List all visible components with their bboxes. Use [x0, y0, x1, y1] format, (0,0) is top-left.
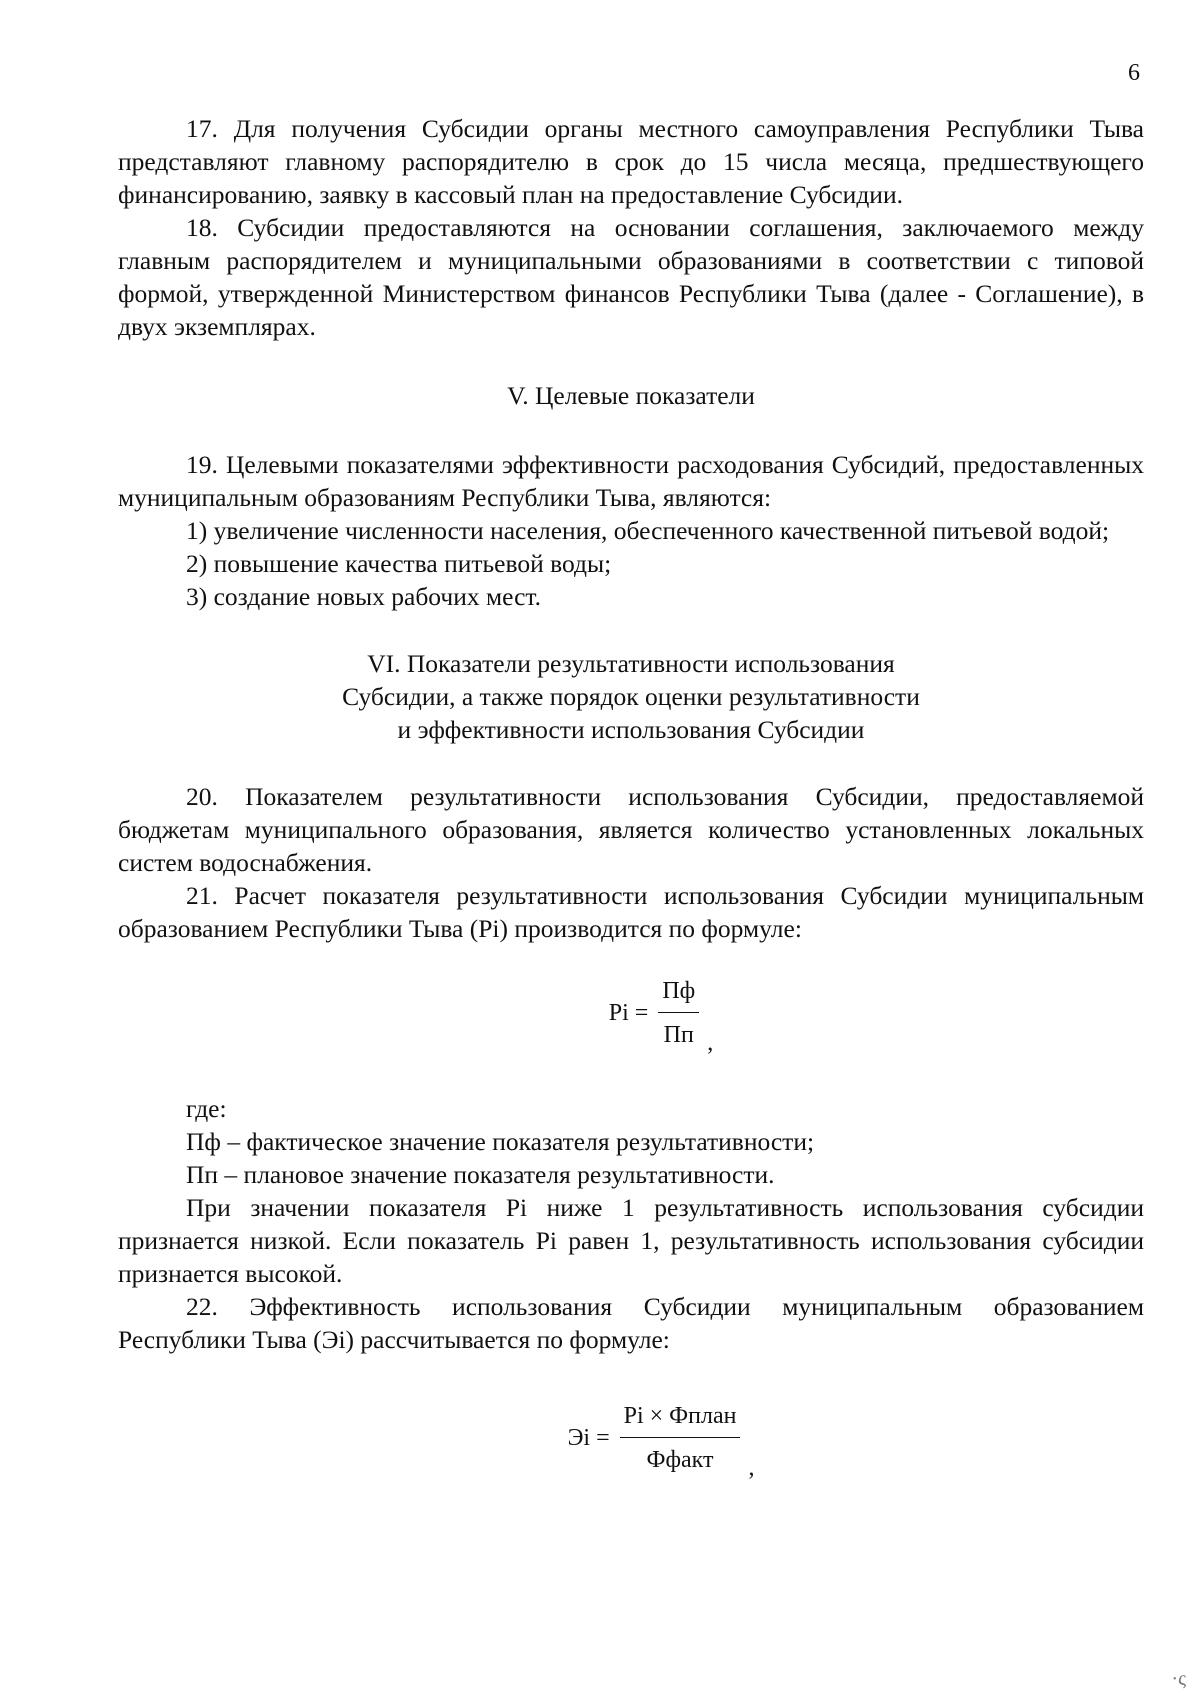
- paragraph-22: 22. Эффективность использования Субсидии муниципальным образованием Республики Тыва (Эi) рассчитывается по формуле:: [118, 1292, 1144, 1354]
- paragraph-21: 21. Расчет показателя результативности использования Субсидии муниципальным образованием Республики Тыва (Pi) производится по формуле:: [118, 881, 1144, 943]
- list-item-19-3: 3) создание новых рабочих мест.: [186, 582, 542, 611]
- formula-ei-lhs: Эi =: [567, 1425, 610, 1451]
- formula-pi-numerator: Пф: [658, 975, 699, 1013]
- formula-ei-numerator: Pi × Фплан: [620, 1400, 741, 1438]
- formula-pi-lhs: Pi =: [608, 1000, 649, 1026]
- section-5-heading: V. Целевые показатели: [507, 381, 755, 410]
- formula-pi: [178, 975, 1144, 1056]
- list-item-19-2: 2) повышение качества питьевой воды;: [186, 549, 612, 578]
- definition-pf: Пф – фактическое значение показателя результативности;: [186, 1127, 815, 1156]
- section-6-heading-line-3: и эффективности использования Субсидии: [397, 715, 865, 744]
- section-6-heading-line-2: Субсидии, а также порядок оценки результативности: [342, 682, 920, 711]
- where-label: где:: [186, 1094, 227, 1123]
- paragraph-19: 19. Целевыми показателями эффективности расходования Субсидий, предоставленных муниципальным образованиям Республики Тыва, являются:: [118, 450, 1144, 512]
- corner-scan-mark: ·ς: [1171, 1668, 1186, 1690]
- paragraph-17: 17. Для получения Субсидии органы местного самоуправления Республики Тыва представляют главному распорядителю в срок до 15 числа месяца, предшествующего финансированию, заявку в кассовый план на предоставление Субсидии.: [118, 114, 1144, 209]
- paragraph-20: 20. Показателем результативности использования Субсидии, предоставляемой бюджетам муниципального образования, является количество установленных локальных систем водоснабжения.: [118, 782, 1144, 877]
- section-6-heading: [118, 647, 1144, 746]
- formula-pi-comma: ,: [707, 1030, 714, 1056]
- formula-ei: [178, 1400, 1144, 1481]
- section-6-heading-line-1: VI. Показатели результативности использования: [367, 649, 895, 678]
- definition-pp: Пп – плановое значение показателя результативности.: [186, 1160, 775, 1189]
- formula-ei-fraction: [620, 1400, 741, 1477]
- paragraph-18: 18. Субсидии предоставляются на основании соглашения, заключаемого между главным распорядителем и муниципальными образованиями в соответствии с типовой формой, утвержденной Министерством финансов Республики Тыва (далее - Соглашение), в двух экземплярах.: [118, 213, 1144, 341]
- formula-pi-denominator: Пп: [663, 1022, 694, 1048]
- formula-ei-denominator: Ффакт: [646, 1447, 714, 1473]
- formula-pi-fraction: [658, 975, 699, 1052]
- formula-ei-comma: ,: [748, 1455, 755, 1481]
- paragraph-21-rule: При значении показателя Pi ниже 1 результативность использования субсидии признается низкой. Если показатель Pi равен 1, результативность использования субсидии признается высокой.: [118, 1193, 1144, 1288]
- document-body: [118, 112, 1144, 1481]
- page-number: 6: [1128, 60, 1140, 86]
- list-item-19-1: 1) увеличение численности населения, обеспеченного качественной питьевой водой;: [186, 516, 1110, 545]
